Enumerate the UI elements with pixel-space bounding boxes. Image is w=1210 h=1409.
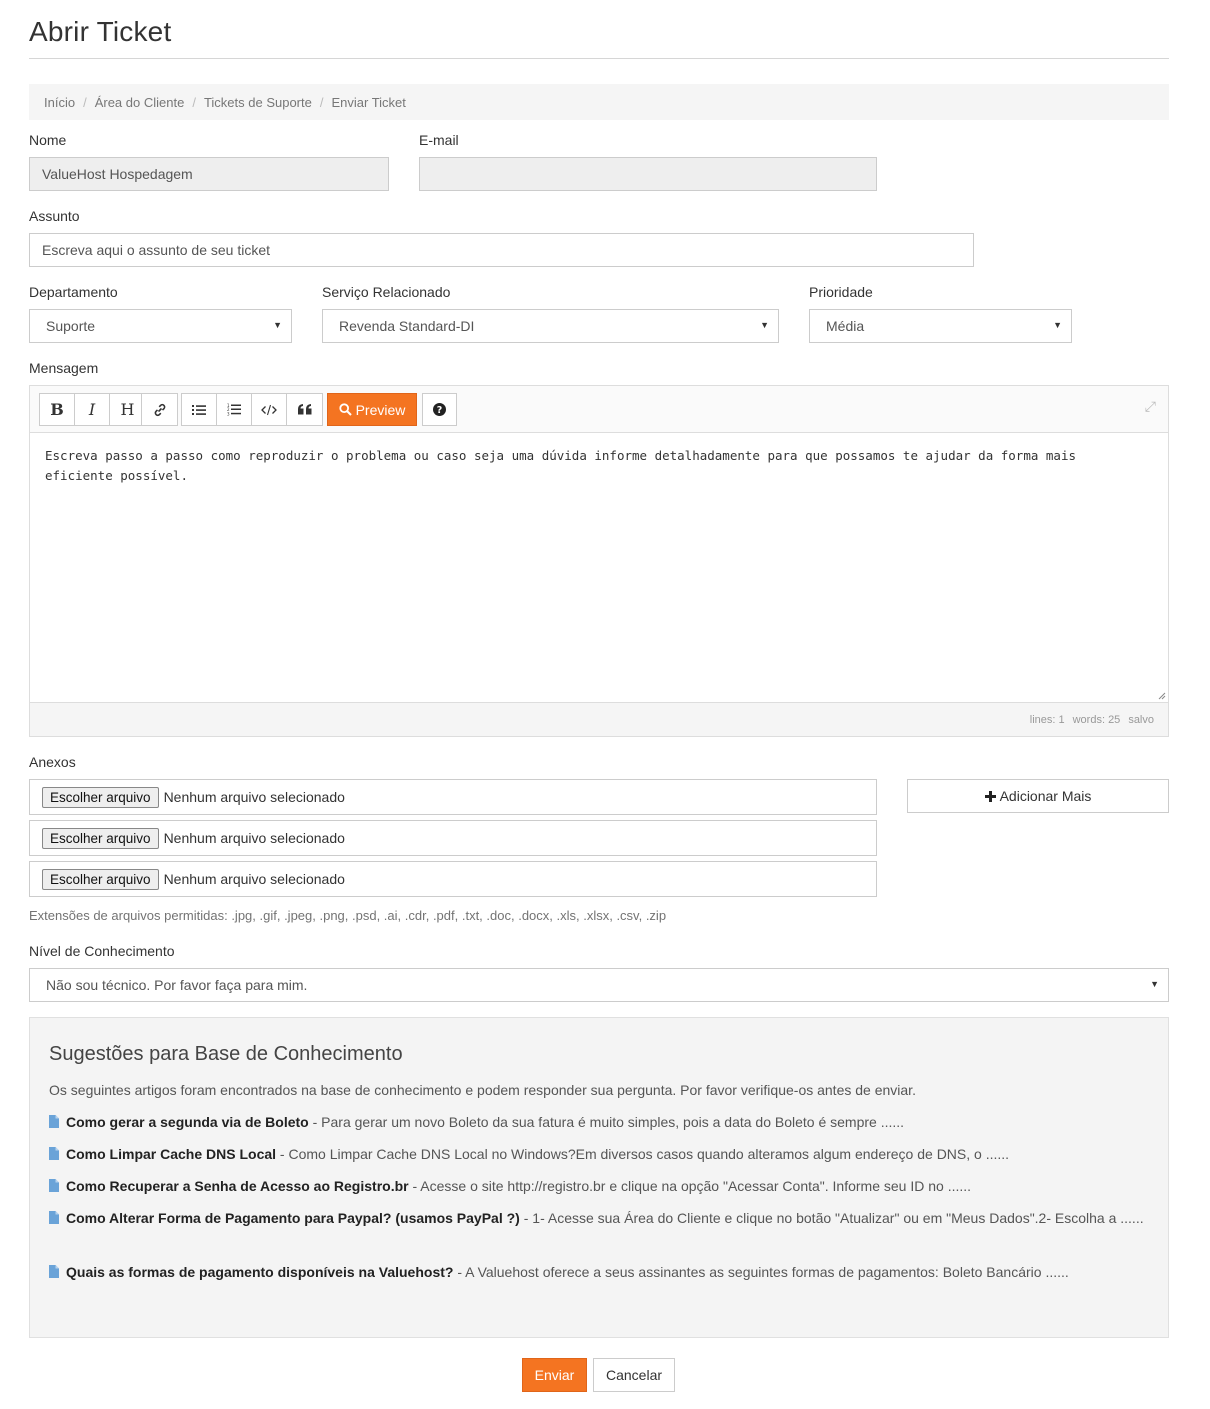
breadcrumb-separator: / <box>83 94 87 110</box>
document-icon <box>49 1211 59 1224</box>
knowledge-level-select[interactable] <box>29 968 1169 1002</box>
caret-down-icon: ▼ <box>760 320 769 330</box>
kb-article-title[interactable]: Quais as formas de pagamento disponíveis na Valuehost? <box>66 1264 454 1280</box>
knowledge-level-value: Não sou técnico. Por favor faça para mim. <box>46 977 308 993</box>
attachment-input <box>29 861 877 897</box>
related-service-label: Serviço Relacionado <box>322 284 451 300</box>
quote-button[interactable] <box>287 394 322 425</box>
email-label: E-mail <box>419 132 459 148</box>
quote-icon <box>298 404 312 415</box>
bold-button[interactable]: B <box>40 394 75 425</box>
code-button[interactable] <box>252 394 287 425</box>
document-icon <box>49 1179 59 1192</box>
unordered-list-button[interactable] <box>182 394 217 425</box>
question-circle-icon <box>433 403 446 416</box>
department-select[interactable] <box>29 309 292 343</box>
autosave-status: salvo <box>1128 713 1154 726</box>
kb-article[interactable] <box>49 1175 1149 1197</box>
resize-handle-icon[interactable] <box>1158 692 1166 700</box>
format-button-group <box>39 393 146 426</box>
word-count: words: 25 <box>1072 713 1121 726</box>
priority-select[interactable] <box>809 309 1072 343</box>
kb-title: Sugestões para Base de Conhecimento <box>49 1043 403 1065</box>
line-count: lines: 1 <box>1029 713 1065 726</box>
kb-intro: Os seguintes artigos foram encontrados na base de conhecimento e podem responder sua pergunta. Por favor verifique-os antes de enviar. <box>49 1082 916 1098</box>
svg-text:3: 3 <box>227 411 230 416</box>
message-textarea[interactable]: Escreva passo a passo como reproduzir o problema ou caso seja uma dúvida informe detalhadamente para que possamos te ajudar da forma mais eficiente possível. <box>45 448 1077 483</box>
breadcrumb-current: Enviar Ticket <box>331 94 406 110</box>
preview-label: Preview <box>355 401 406 418</box>
cancel-button[interactable]: Cancelar <box>593 1358 675 1392</box>
unordered-list-icon <box>192 404 206 416</box>
document-icon <box>49 1115 59 1128</box>
document-icon <box>49 1265 59 1278</box>
add-more-label: Adicionar Mais <box>999 788 1092 804</box>
breadcrumb <box>29 84 1169 120</box>
kb-article-title[interactable]: Como Alterar Forma de Pagamento para Paypal? (usamos PayPal ?) <box>66 1210 520 1226</box>
svg-text:2: 2 <box>227 407 230 412</box>
help-button[interactable] <box>422 393 457 426</box>
link-button-group <box>141 393 178 426</box>
list-button-group <box>181 393 323 426</box>
fullscreen-icon[interactable]: ⤢ <box>1144 398 1156 414</box>
editor-statusbar <box>30 702 1168 736</box>
page-title: Abrir Ticket <box>29 16 172 47</box>
code-icon <box>261 404 277 416</box>
priority-label: Prioridade <box>809 284 873 300</box>
breadcrumb-separator: / <box>192 94 196 110</box>
kb-suggestions-panel <box>29 1017 1169 1338</box>
link-icon <box>153 403 167 417</box>
heading-button[interactable]: H <box>120 400 135 419</box>
no-file-text: Nenhum arquivo selecionado <box>163 871 345 887</box>
svg-text:1: 1 <box>227 403 230 408</box>
email-field[interactable] <box>419 157 877 191</box>
breadcrumb-client-area[interactable]: Área do Cliente <box>94 94 185 110</box>
name-value: ValueHost Hospedagem <box>42 166 193 182</box>
allowed-extensions-text: Extensões de arquivos permitidas: .jpg, .gif, .jpeg, .png, .psd, .ai, .cdr, .pdf, .txt, .doc, .docx, .xls, .xlsx, .csv, .zip <box>29 908 667 923</box>
kb-article-title[interactable]: Como Limpar Cache DNS Local <box>66 1146 277 1162</box>
message-editor <box>29 385 1169 737</box>
kb-article[interactable] <box>49 1261 1149 1283</box>
priority-value: Média <box>826 318 865 334</box>
kb-article[interactable] <box>49 1143 1149 1165</box>
link-button[interactable] <box>142 394 177 425</box>
search-icon <box>339 403 352 416</box>
italic-button[interactable]: I <box>75 394 110 425</box>
kb-article-snippet: - Acesse o site http://registro.br e clique na opção "Acessar Conta". Informe seu ID no ...... <box>408 1178 972 1194</box>
kb-article[interactable] <box>49 1111 1149 1133</box>
no-file-text: Nenhum arquivo selecionado <box>163 789 345 805</box>
preview-button[interactable] <box>327 393 417 426</box>
editor-toolbar <box>30 386 1168 433</box>
kb-article-snippet: - Para gerar um novo Boleto da sua fatura é muito simples, pois a data do Boleto é sempre ...... <box>308 1114 905 1130</box>
subject-label: Assunto <box>29 208 80 224</box>
add-more-button[interactable] <box>907 779 1169 813</box>
attachment-input <box>29 779 877 815</box>
title-divider <box>29 58 1169 59</box>
related-service-select[interactable] <box>322 309 779 343</box>
breadcrumb-separator: / <box>319 94 324 110</box>
choose-file-button[interactable]: Escolher arquivo <box>42 869 159 890</box>
plus-icon <box>985 791 996 802</box>
kb-article-snippet: - 1- Acesse sua Área do Cliente e clique no botão "Atualizar" ou em "Meus Dados".2- Escolha a ...... <box>519 1210 1144 1226</box>
department-label: Departamento <box>29 284 118 300</box>
kb-article-snippet: - Como Limpar Cache DNS Local no Windows?Em diversos casos quando alteramos algum endereço de DNS, o ...... <box>276 1146 1010 1162</box>
knowledge-level-label: Nível de Conhecimento <box>29 943 175 959</box>
choose-file-button[interactable]: Escolher arquivo <box>42 828 159 849</box>
department-value: Suporte <box>46 318 96 334</box>
no-file-text: Nenhum arquivo selecionado <box>163 830 345 846</box>
attachment-input <box>29 820 877 856</box>
caret-down-icon: ▼ <box>1053 320 1062 330</box>
ordered-list-icon <box>227 403 241 416</box>
subject-placeholder: Escreva aqui o assunto de seu ticket <box>42 242 271 258</box>
kb-article-title[interactable]: Como Recuperar a Senha de Acesso ao Registro.br <box>66 1178 409 1194</box>
caret-down-icon: ▼ <box>1150 979 1159 989</box>
attachments-label: Anexos <box>29 754 76 770</box>
kb-article-snippet: - A Valuehost oferece a seus assinantes as seguintes formas de pagamentos: Boleto Bancário ...... <box>453 1264 1069 1280</box>
caret-down-icon: ▼ <box>273 320 282 330</box>
breadcrumb-home[interactable]: Início <box>44 94 76 110</box>
choose-file-button[interactable]: Escolher arquivo <box>42 787 159 808</box>
message-label: Mensagem <box>29 360 99 376</box>
ordered-list-button[interactable] <box>217 394 252 425</box>
breadcrumb-support-tickets[interactable]: Tickets de Suporte <box>203 94 312 110</box>
kb-article[interactable] <box>49 1207 1149 1229</box>
svg-text:?: ? <box>436 405 443 416</box>
submit-button[interactable]: Enviar <box>522 1358 587 1392</box>
name-label: Nome <box>29 132 67 148</box>
kb-article-title[interactable]: Como gerar a segunda via de Boleto <box>66 1114 309 1130</box>
related-service-value: Revenda Standard-DI <box>339 318 475 334</box>
name-field[interactable] <box>29 157 389 191</box>
document-icon <box>49 1147 59 1160</box>
subject-input[interactable] <box>29 233 974 267</box>
